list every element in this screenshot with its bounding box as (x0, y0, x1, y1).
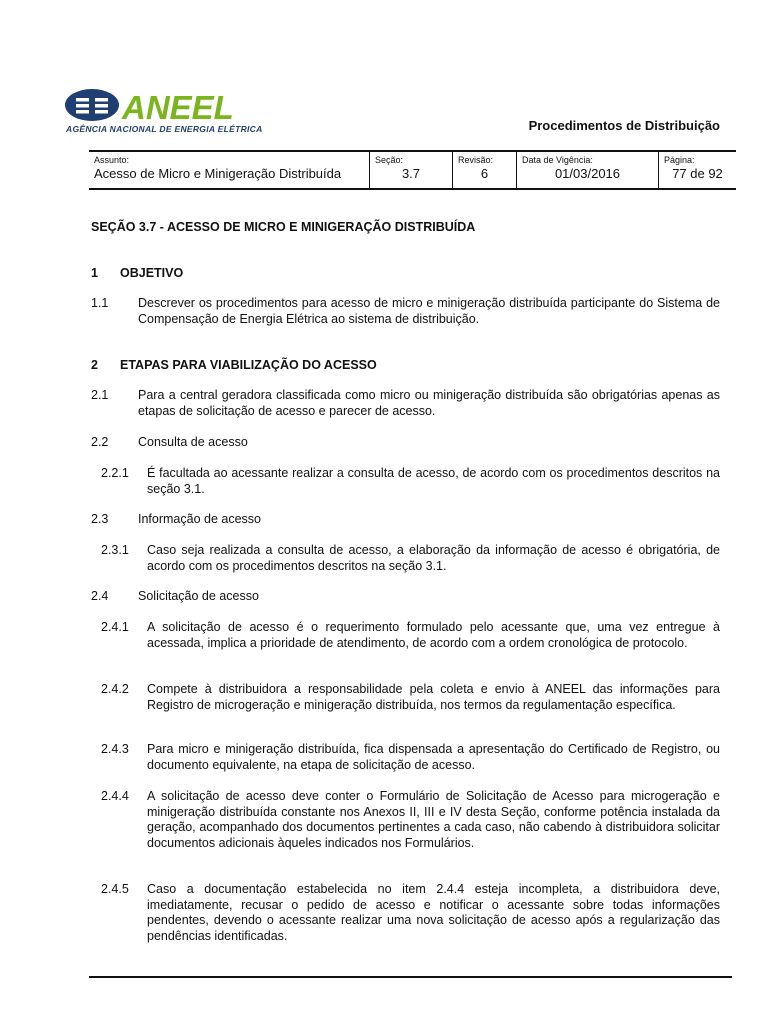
item-2-2-text: Consulta de acesso (138, 435, 248, 449)
revisao-cell (453, 152, 517, 188)
item-2-4-1-text: A solicitação de acesso é o requerimento formulado pelo acessante que, uma vez entregue à acessada, implica a prioridade de atendimento, de acordo com a ordem cronológica de protocolo. (147, 620, 720, 650)
item-2-3-1-text: Caso seja realizada a consulta de acesso, a elaboração da informação de acesso é obrigatória, de acordo com os procedimentos descritos na seção 3.1. (147, 543, 720, 573)
item-2-1-text: Para a central geradora classificada como micro ou minigeração distribuída são obrigatórias apenas as etapas de solicitação de acesso e parecer de acesso. (138, 388, 720, 418)
assunto-cell (89, 152, 370, 188)
pagina-cell (659, 152, 736, 188)
logo-subtitle: AGÊNCIA NACIONAL DE ENERGIA ELÉTRICA (66, 124, 263, 134)
item-1-1-text: Descrever os procedimentos para acesso de micro e minigeração distribuída participante do Sistema de Compensação de Energia Elétrica ao sistema de distribuição. (138, 296, 720, 326)
secao-cell (370, 152, 453, 188)
heading-2-number: 2 (91, 358, 98, 372)
item-2-4-2-number: 2.4.2 (101, 682, 129, 696)
secao-value: 3.7 (401, 166, 421, 181)
heading-1-number: 1 (91, 266, 98, 280)
secao-label: Seção: (375, 155, 404, 165)
item-2-3-text: Informação de acesso (138, 512, 261, 526)
revisao-value: 6 (480, 166, 489, 181)
item-2-4-2-text: Compete à distribuidora a responsabilidade pela coleta e envio à ANEEL das informações para Registro de microgeração e minigeração distribuída, nos termos da regulamentação específica. (147, 682, 720, 712)
item-2-4-4-number: 2.4.4 (101, 789, 129, 803)
heading-1-title: OBJETIVO (120, 266, 184, 280)
bottom-rule (89, 976, 732, 978)
aneel-logo-text: ANEEL (122, 89, 234, 126)
section-title: SEÇÃO 3.7 - ACESSO DE MICRO E MINIGERAÇÃO DISTRIBUÍDA (91, 220, 476, 234)
pagina-label: Página: (664, 155, 695, 165)
item-2-2-1-text: É facultada ao acessante realizar a consulta de acesso, de acordo com os procedimentos descritos na seção 3.1. (147, 466, 720, 496)
item-2-3-number: 2.3 (91, 512, 109, 526)
item-2-4-1-number: 2.4.1 (101, 620, 129, 634)
document-title: Procedimentos de Distribuição (528, 118, 720, 133)
item-2-2-1-number: 2.2.1 (101, 466, 129, 480)
revisao-label: Revisão: (458, 155, 494, 165)
heading-2-title: ETAPAS PARA VIABILIZAÇÃO DO ACESSO (120, 358, 377, 372)
vigencia-value: 01/03/2016 (554, 166, 621, 181)
item-2-4-text: Solicitação de acesso (138, 589, 259, 603)
item-2-1-number: 2.1 (91, 388, 109, 402)
item-2-3-1-number: 2.3.1 (101, 543, 129, 557)
item-1-1-number: 1.1 (91, 296, 109, 310)
item-2-4-5-text: Caso a documentação estabelecida no item 2.4.4 esteja incompleta, a distribuidora deve, imediatamente, recusar o pedido de acesso e notificar o acessante sobre todas informações pendentes, devendo o acessante realizar uma nova solicitação de acesso após a regularização das pendências identificadas. (147, 882, 720, 943)
vigencia-cell (517, 152, 659, 188)
header-table (89, 150, 736, 190)
item-2-4-3-text: Para micro e minigeração distribuída, fica dispensada a apresentação do Certificado de Registro, ou documento equivalente, na etapa de solicitação de acesso. (147, 742, 720, 772)
item-2-4-number: 2.4 (91, 589, 109, 603)
assunto-label: Assunto: (94, 155, 130, 165)
item-2-4-3-number: 2.4.3 (101, 742, 129, 756)
pagina-value: 77 de 92 (672, 166, 723, 181)
assunto-value: Acesso de Micro e Minigeração Distribuída (94, 166, 342, 181)
item-2-4-4-text: A solicitação de acesso deve conter o Formulário de Solicitação de Acesso para microgeração e minigeração distribuída constante nos Anexos II, III e IV desta Seção, conforme potência instalada da geração, acompanhado dos documentos pertinentes a cada caso, não cabendo à distribuidora solicitar documentos adicionais àqueles indicados nos Formulários. (147, 789, 720, 850)
item-2-4-5-number: 2.4.5 (101, 882, 129, 896)
vigencia-label: Data de Vigência: (522, 155, 593, 165)
aneel-emblem-icon (65, 89, 119, 121)
item-2-2-number: 2.2 (91, 435, 109, 449)
